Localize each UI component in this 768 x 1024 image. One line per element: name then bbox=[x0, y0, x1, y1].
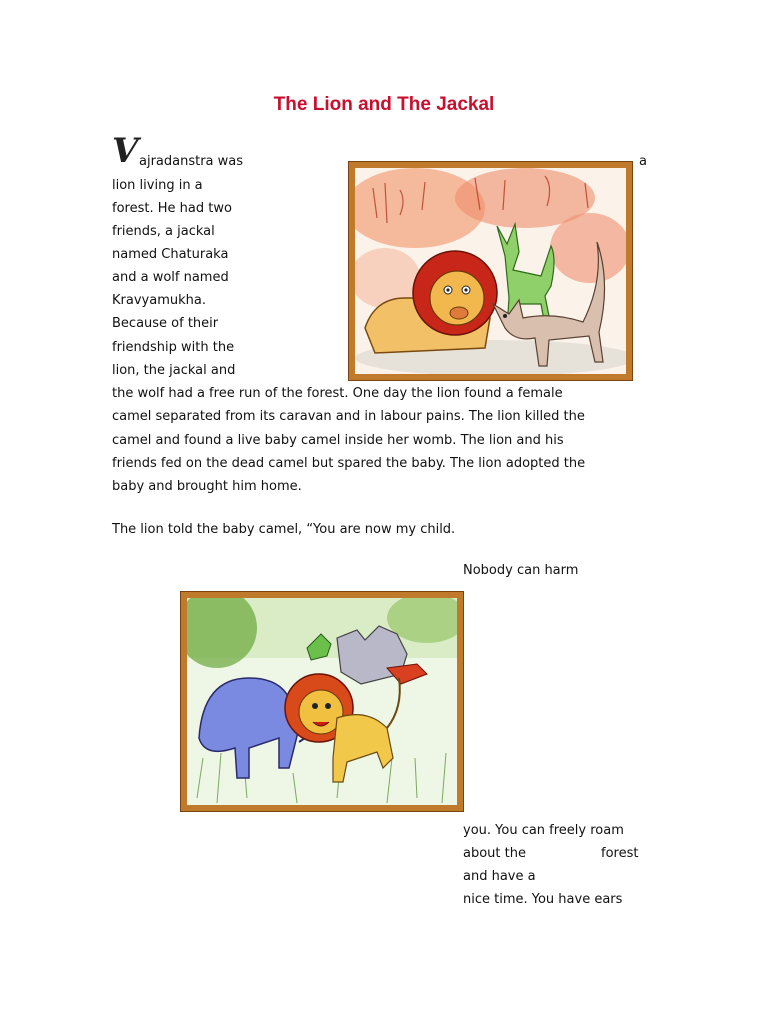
drop-cap-letter: V bbox=[112, 131, 139, 171]
text-line: friends fed on the dead camel but spared the baby. The lion adopted the bbox=[112, 456, 586, 471]
text-line: and a wolf named bbox=[112, 270, 229, 285]
lion-fighting-elephant-illustration bbox=[181, 592, 463, 811]
text-line: and have a bbox=[463, 869, 536, 884]
text-line: lion, the jackal and bbox=[112, 363, 236, 378]
text-line: camel and found a live baby camel inside her womb. The lion and his bbox=[112, 433, 564, 448]
story-title: The Lion and The Jackal bbox=[273, 94, 495, 115]
text-line: about the bbox=[463, 846, 526, 861]
text-line: Nobody can harm bbox=[463, 563, 579, 578]
text-line: you. You can freely roam bbox=[463, 823, 624, 838]
text-line: lion living in a bbox=[112, 178, 203, 193]
lion-jackal-wolf-icon bbox=[355, 168, 626, 374]
text-line: friendship with the bbox=[112, 340, 235, 355]
text-line: camel separated from its caravan and in labour pains. The lion killed the bbox=[112, 409, 585, 424]
text-line: nice time. You have ears bbox=[463, 892, 623, 907]
text-line: a bbox=[639, 154, 647, 169]
text-line: friends, a jackal bbox=[112, 224, 215, 239]
text-line: The lion told the baby camel, “You are now my child. bbox=[112, 522, 456, 537]
text-line: Kravyamukha. bbox=[112, 293, 206, 308]
lion-elephant-icon bbox=[187, 598, 457, 805]
lion-jackal-wolf-illustration bbox=[349, 162, 632, 380]
text-line: the wolf had a free run of the forest. One day the lion found a female bbox=[112, 386, 563, 401]
text-line: baby and brought him home. bbox=[112, 479, 302, 494]
text-line: ajradanstra was bbox=[139, 154, 244, 169]
text-line: Because of their bbox=[112, 316, 219, 331]
text-line: named Chaturaka bbox=[112, 247, 229, 262]
text-line: forest. He had two bbox=[112, 201, 232, 216]
text-line: forest bbox=[601, 846, 639, 861]
